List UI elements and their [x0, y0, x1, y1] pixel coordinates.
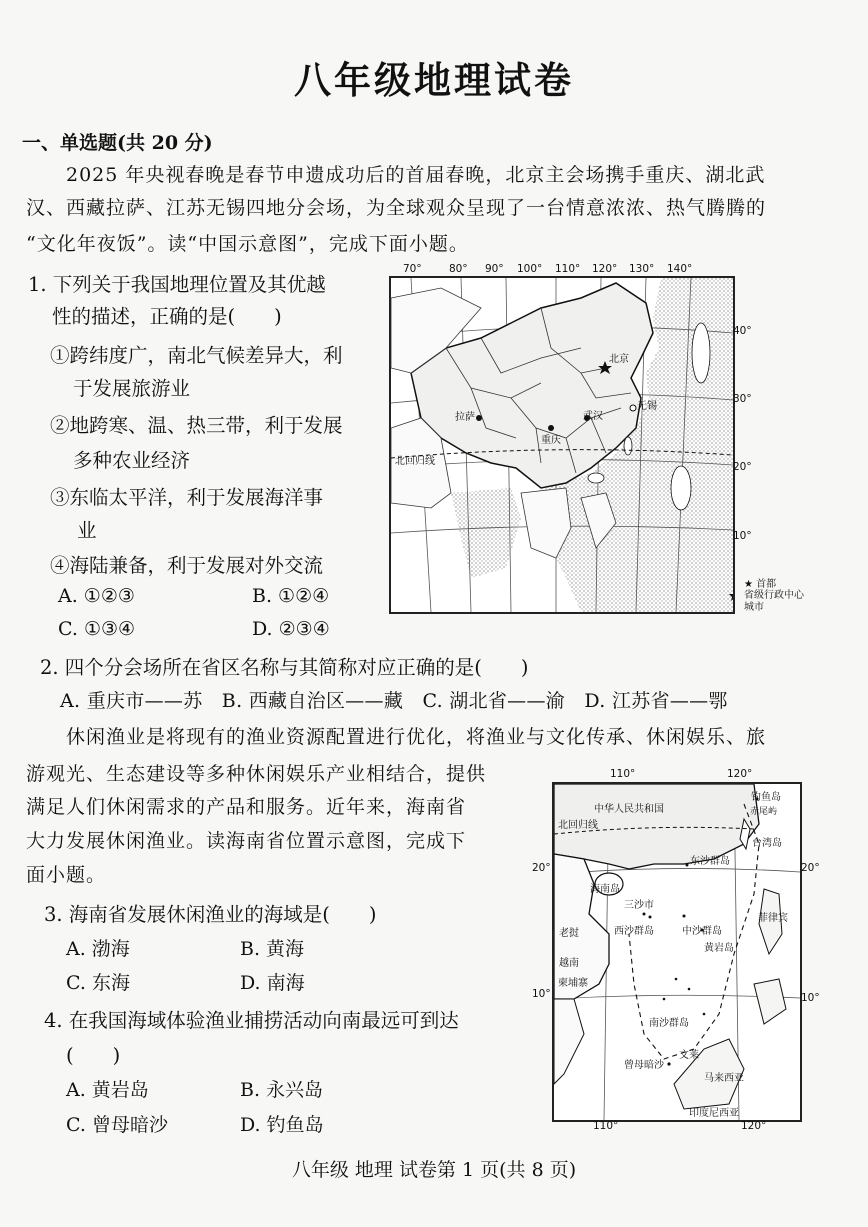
q3-stem: 3. 海南省发展休闲渔业的海域是( )	[44, 903, 377, 926]
q1-option-d[interactable]: D. ②③④	[252, 618, 330, 640]
q4-option-c[interactable]: C. 曾母暗沙	[66, 1114, 168, 1136]
q1-option-a[interactable]: A. ①②③	[58, 585, 135, 607]
m1-lon-140: 140°	[667, 263, 693, 275]
intro2-line-5: 面小题。	[26, 864, 107, 886]
m2-lon-110-bottom: 110°	[593, 1120, 619, 1132]
intro2-line-2: 游观光、生态建设等多种休闲娱乐产业相结合，提供	[26, 763, 487, 785]
intro1-line-2: 汉、西藏拉萨、江苏无锡四地分会场，为全球观众呈现了一台情意浓浓、热气腾腾的	[26, 197, 767, 219]
intro2-line-1: 休闲渔业是将现有的渔业资源配置进行优化，将渔业与文化传承、休闲娱乐、旅	[66, 726, 767, 748]
paper-title: 八年级地理试卷	[294, 58, 574, 102]
m2-hainan: 海南岛	[590, 884, 620, 895]
label-tropic: 北回归线	[395, 456, 435, 467]
intro1-line-1: 2025 年央视春晚是春节申遗成功后的首届春晚，北京主会场携手重庆、湖北武	[66, 164, 766, 186]
m2-vietnam: 越南	[559, 958, 579, 969]
m2-lat-20-left: 20°	[532, 862, 551, 874]
m2-lat-20-right: 20°	[801, 862, 820, 874]
m2-taiwan: 台湾岛	[752, 838, 782, 849]
m2-zengmu: 曾母暗沙	[624, 1060, 664, 1071]
q3-option-d[interactable]: D. 南海	[240, 972, 305, 994]
hainan-map	[552, 782, 802, 1122]
label-chongqing: 重庆	[541, 435, 561, 446]
q4-stem-1: 4. 在我国海域体验渔业捕捞活动向南最远可到达	[44, 1009, 459, 1032]
m1-lon-110: 110°	[555, 263, 581, 275]
m2-chiwei: 赤尾屿	[750, 807, 778, 817]
m2-china: 中华人民共和国	[594, 804, 664, 815]
m2-dongsha: 东沙群岛	[690, 856, 730, 867]
q2-stem: 2. 四个分会场所在省区名称与其简称对应正确的是( )	[40, 656, 529, 679]
m1-lat-40: 40°	[733, 325, 752, 337]
m2-xisha: 西沙群岛	[614, 926, 654, 937]
q1-item-2b: 多种农业经济	[73, 449, 191, 472]
label-lhasa: 拉萨	[455, 412, 475, 423]
legend-city: 城市	[744, 602, 764, 613]
legend-province: 省级行政中心	[744, 590, 804, 601]
m2-philippines: 菲律宾	[758, 913, 788, 924]
m2-diaoyu: 钓鱼岛	[751, 792, 781, 803]
q1-stem-1: 1. 下列关于我国地理位置及其优越	[28, 273, 326, 296]
q3-option-c[interactable]: C. 东海	[66, 972, 130, 994]
q4-option-a[interactable]: A. 黄岩岛	[66, 1079, 149, 1101]
q1-item-3b: 业	[77, 519, 97, 542]
m1-lon-70: 70°	[403, 263, 422, 275]
intro2-line-4: 大力发展休闲渔业。读海南省位置示意图，完成下	[26, 830, 467, 852]
m2-indonesia: 印度尼西亚	[689, 1108, 739, 1119]
q1-option-c[interactable]: C. ①③④	[58, 618, 136, 640]
m1-lon-80: 80°	[449, 263, 468, 275]
m2-brunei: 文莱	[679, 1050, 699, 1061]
m2-lat-10-left: 10°	[532, 988, 551, 1000]
q1-item-4: ④海陆兼备，利于发展对外交流	[50, 554, 324, 577]
q2-options[interactable]: A. 重庆市——苏 B. 西藏自治区——藏 C. 湖北省——渝 D. 江苏省——鄂	[60, 690, 728, 712]
q4-option-b[interactable]: B. 永兴岛	[240, 1079, 324, 1101]
m1-lon-120: 120°	[592, 263, 618, 275]
q3-option-a[interactable]: A. 渤海	[66, 938, 130, 960]
m2-sansha: 三沙市	[624, 900, 654, 911]
q3-option-b[interactable]: B. 黄海	[240, 938, 305, 960]
legend-capital	[733, 585, 735, 598]
china-map	[389, 276, 735, 614]
m2-lon-120-top: 120°	[727, 768, 753, 780]
q4-stem-2: ( )	[66, 1044, 121, 1067]
m1-lon-90: 90°	[485, 263, 504, 275]
m1-lon-130: 130°	[629, 263, 655, 275]
intro2-line-3: 满足人们休闲需求的产品和服务。近年来，海南省	[26, 796, 467, 818]
m2-huangyan: 黄岩岛	[704, 943, 734, 954]
m1-lat-30: 30°	[733, 393, 752, 405]
m2-lon-110-top: 110°	[610, 768, 636, 780]
q1-item-1b: 于发展旅游业	[73, 377, 191, 400]
m2-zhongsha: 中沙群岛	[682, 926, 722, 937]
q4-option-d[interactable]: D. 钓鱼岛	[240, 1114, 324, 1136]
label-wuxi: 无锡	[637, 401, 657, 412]
legend-capital-2: ★ 首都	[744, 579, 777, 590]
m2-cambodia: 柬埔寨	[558, 978, 588, 989]
m1-lon-100: 100°	[517, 263, 543, 275]
label-beijing: 北京	[609, 354, 629, 365]
q1-item-3a: ③东临太平洋，利于发展海洋事	[50, 486, 324, 509]
m1-lat-20: 20°	[733, 461, 752, 473]
m2-laos: 老挝	[559, 928, 579, 939]
m2-nansha: 南沙群岛	[649, 1018, 689, 1029]
m1-lat-10: 10°	[733, 530, 752, 542]
section-heading: 一、单选题(共 20 分)	[22, 132, 213, 154]
q1-option-b[interactable]: B. ①②④	[252, 585, 330, 607]
label-wuhan: 武汉	[583, 411, 603, 422]
q1-item-2a: ②地跨寒、温、热三带，利于发展	[50, 414, 343, 437]
m2-lon-120-bottom: 120°	[741, 1120, 767, 1132]
q1-stem-2: 性的描述，正确的是( )	[52, 305, 282, 328]
intro1-line-3: “文化年夜饭”。读“中国示意图”，完成下面小题。	[26, 233, 469, 255]
m2-malaysia: 马来西亚	[704, 1073, 744, 1084]
m2-lat-10-right: 10°	[801, 992, 820, 1004]
m2-tropic: 北回归线	[558, 820, 598, 831]
q1-item-1a: ①跨纬度广，南北气候差异大，利	[50, 344, 343, 367]
page-footer: 八年级 地理 试卷第 1 页(共 8 页)	[291, 1159, 577, 1181]
